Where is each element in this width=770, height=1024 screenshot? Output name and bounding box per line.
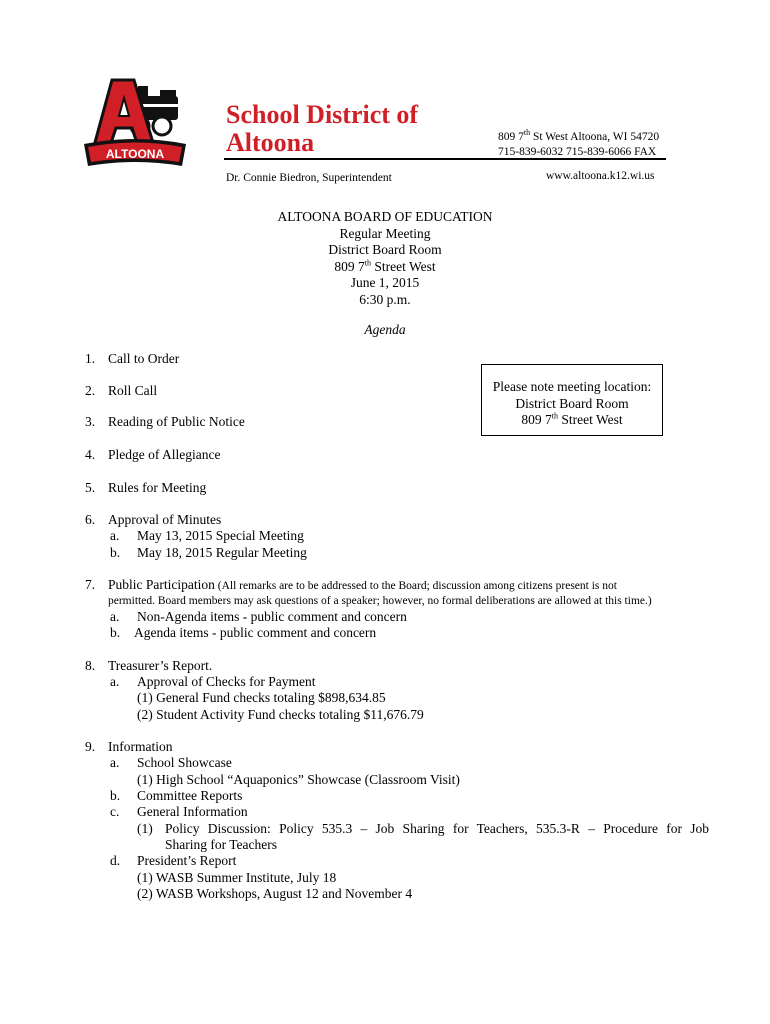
meeting-room: District Board Room <box>328 242 442 257</box>
public-participation-note-2: permitted. Board members may ask questions of a speaker; however, no formal deliberations are allowed at this time.) <box>108 595 652 607</box>
district-address: 809 7th St West Altoona, WI 54720 <box>498 128 660 143</box>
meeting-time: 6:30 p.m. <box>359 291 411 307</box>
meeting-header <box>0 209 770 339</box>
district-title-line2: Altoona <box>226 128 315 157</box>
district-phones: 715-839-6032 715-839-6066 FAX <box>498 146 657 158</box>
location-notice-box <box>481 364 663 436</box>
header-divider <box>224 158 666 160</box>
meeting-street: 809 7th Street West <box>334 258 436 274</box>
district-title-line1: School District of <box>226 100 419 129</box>
district-website: www.altoona.k12.wi.us <box>546 170 655 182</box>
public-participation-note-1: (All remarks are to be addressed to the Board; discussion among citizens present is not <box>214 580 617 592</box>
meeting-type: Regular Meeting <box>339 225 431 241</box>
district-logo <box>82 76 188 182</box>
meeting-date: June 1, 2015 <box>350 275 420 290</box>
notice-line2: District Board Room <box>515 395 629 411</box>
agenda-subitem-9d2: (2) WASB Workshops, August 12 and November 4 <box>137 886 413 901</box>
agenda-subitem-9c1-cont: Sharing for Teachers <box>165 837 278 852</box>
agenda-subitem-9a1: (1) High School “Aquaponics” Showcase (Classroom Visit) <box>137 772 460 787</box>
logo-text: ALTOONA <box>105 147 165 161</box>
agenda-subitem-9d1: (1) WASB Summer Institute, July 18 <box>137 870 337 885</box>
notice-line1: Please note meeting location: <box>492 379 652 394</box>
superintendent-name: Dr. Connie Biedron, Superintendent <box>226 172 392 184</box>
agenda-label: Agenda <box>364 322 406 337</box>
agenda-subitem-8a2: (2) Student Activity Fund checks totaling $11,676.79 <box>137 707 424 722</box>
agenda-subitem-8a1: (1) General Fund checks totaling $898,634.85 <box>137 690 386 705</box>
notice-line3: 809 7th Street West <box>521 411 623 427</box>
board-name: ALTOONA BOARD OF EDUCATION <box>277 209 493 224</box>
